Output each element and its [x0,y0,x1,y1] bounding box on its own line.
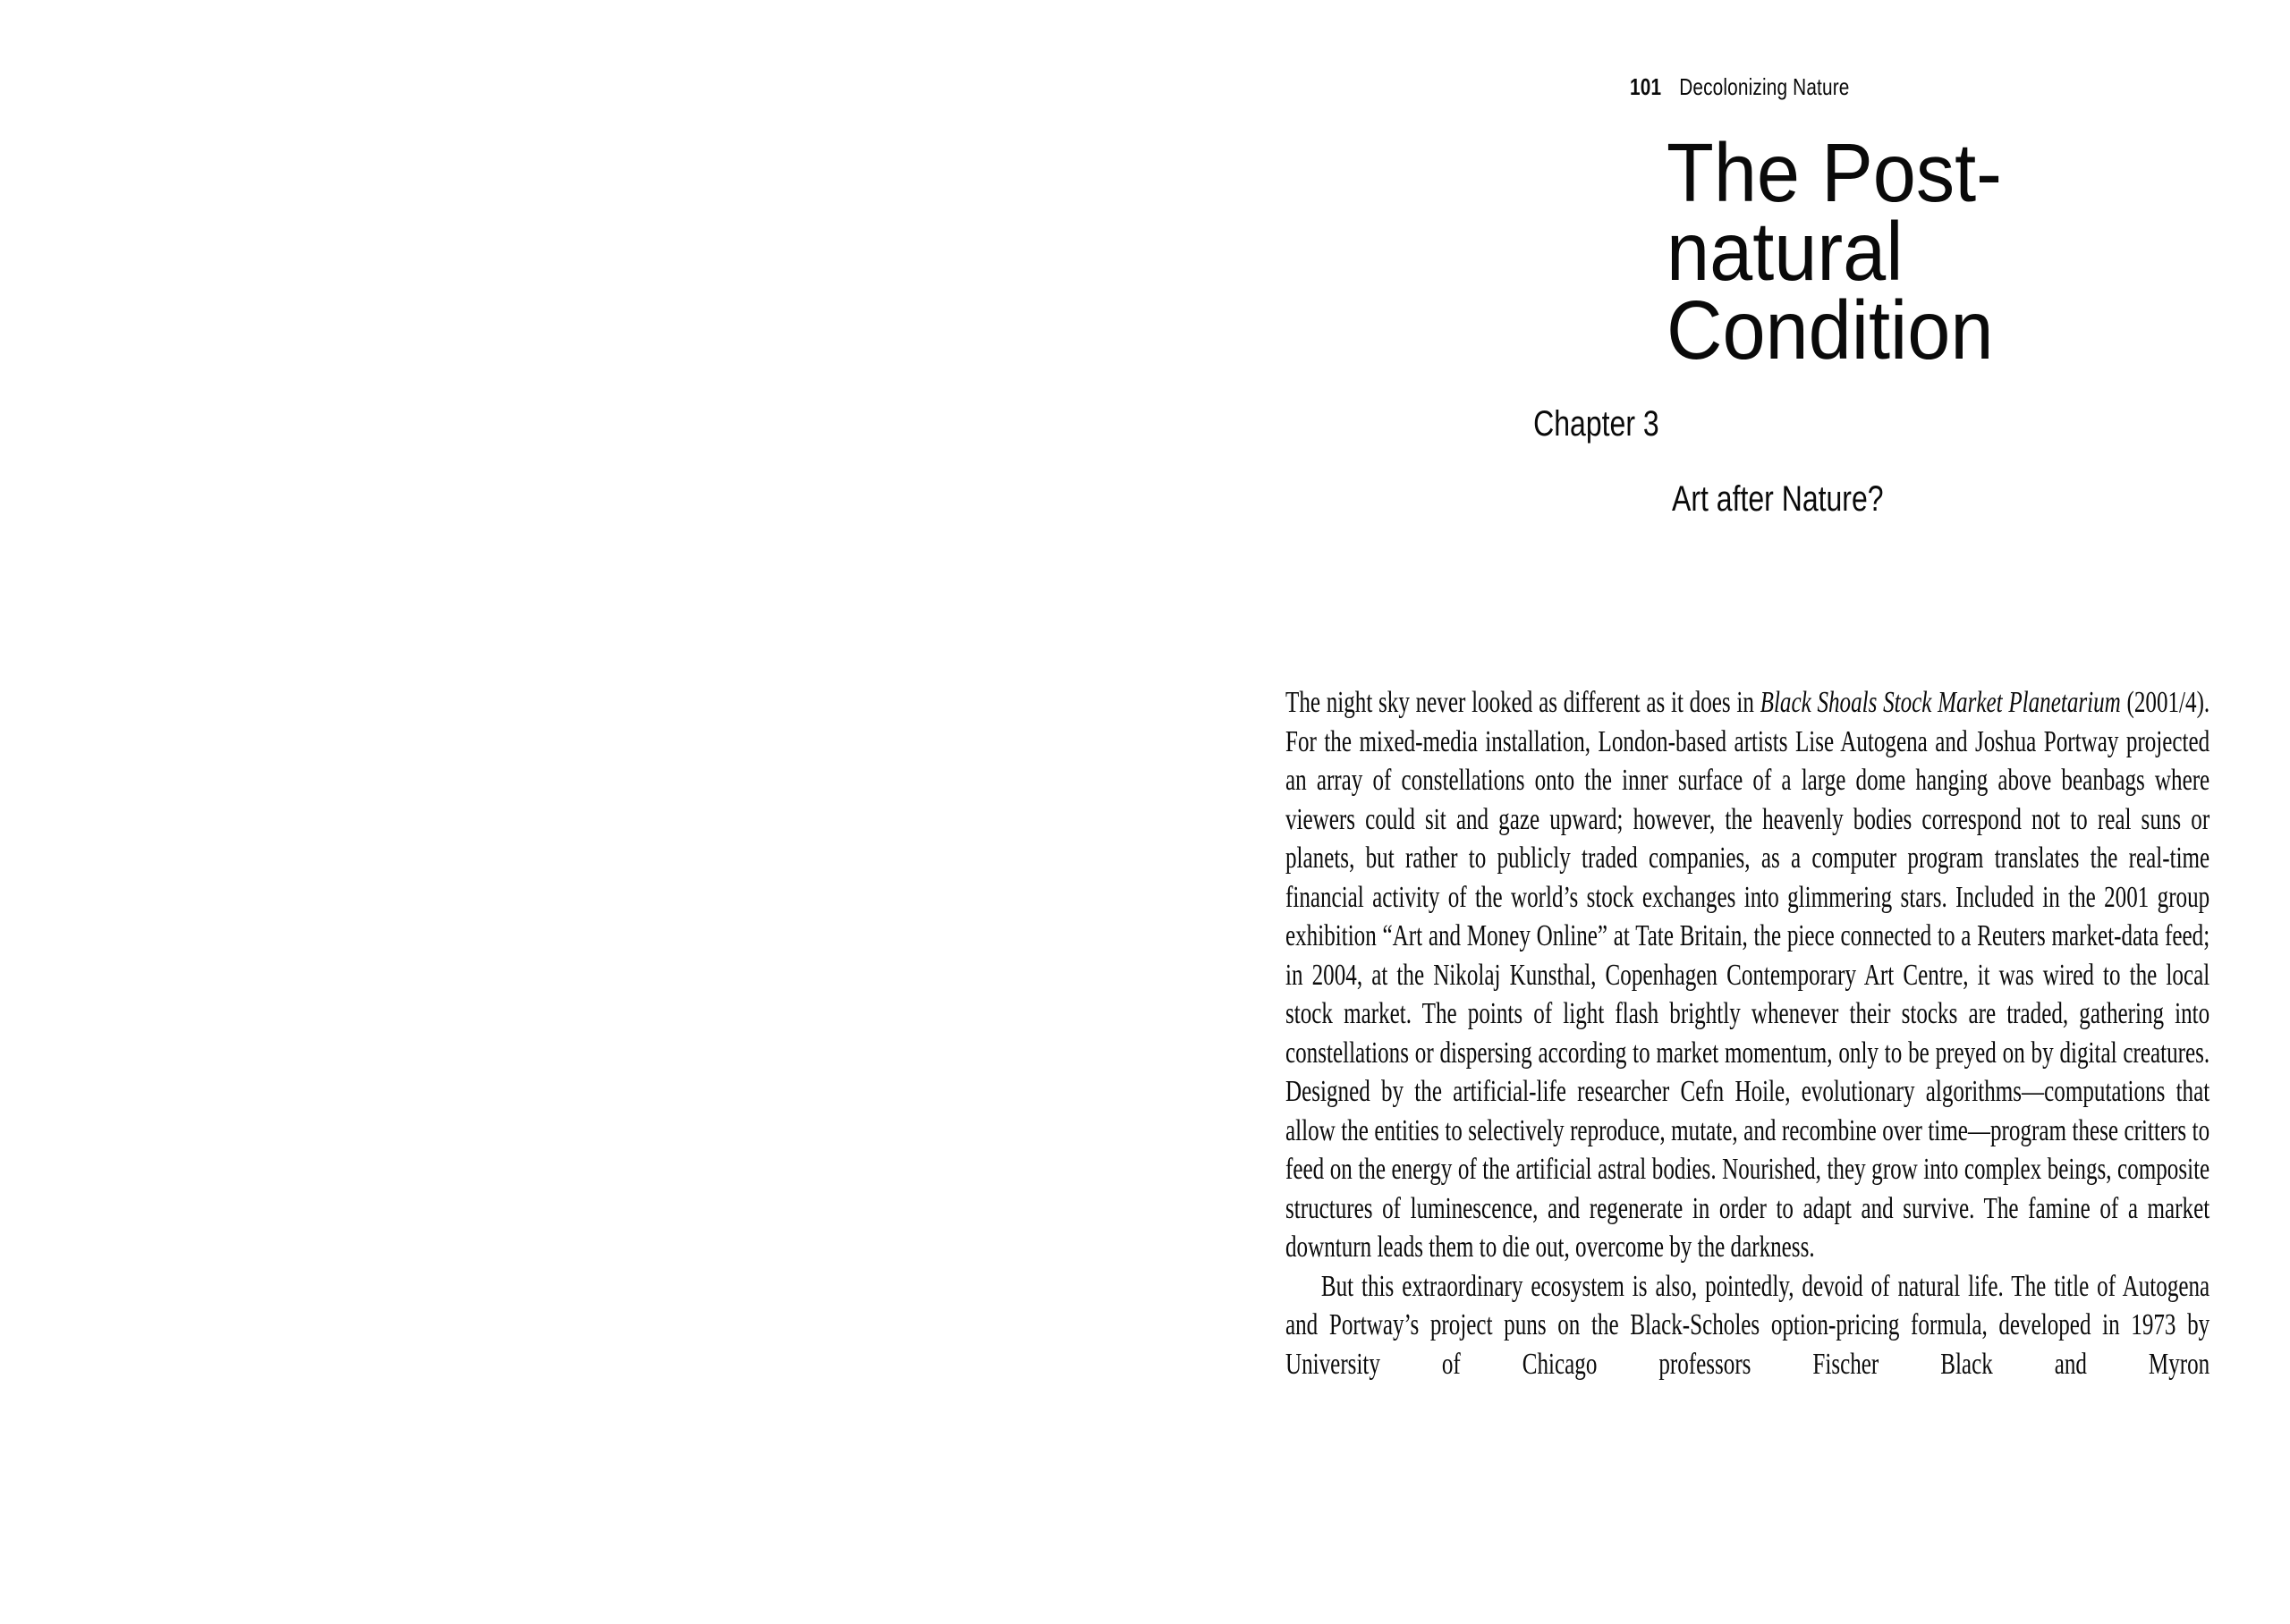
page-number: 101 [1630,73,1662,100]
chapter-number-label: Chapter 3 [1533,404,1659,444]
opening-paragraph [1285,683,2209,1267]
chapter-subtitle: Art after Nature? [1672,479,1884,519]
chapter-title-line-1: The Post- [1667,126,2002,219]
running-book-title: Decolonizing Nature [1679,73,1850,100]
opening-paragraph-text-after-title: (2001/4). For the mixed-media installation, London-based artists Lise Autogena and Joshua Portway projected an array of constellations onto the inner surface of a large dome hanging above beanbags where viewers could sit and gaze upward; however, the heavenly bodies correspond not to real suns or planets, but rather to publicly traded companies, as a computer program translates the real-time financial activity of the world’s stock exchanges into glimmering stars. Included in the 2001 group exhibition “Art and Money Online” at Tate Britain, the piece connected to a Reuters market-data feed; in 2004, at the Nikolaj Kunsthal, Copenhagen Contemporary Art Centre, it was wired to the local stock market. The points of light flash brightly whenever their stocks are traded, gathering into constellations or dispersing according to market momentum, only to be preyed on by digital creatures. Designed by the artificial-life researcher Cefn Hoile, evolutionary algorithms—computations that allow the entities to selectively reproduce, mutate, and recombine over time—program these critters to feed on the energy of the artificial astral bodies. Nourished, they grow into complex beings, composite structures of luminescence, and regenerate in order to adapt and survive. The famine of a market downturn leads them to die out, overcome by the darkness. [1285,686,2210,1264]
chapter-title [1667,126,2002,376]
second-paragraph: But this extraordinary ecosystem is also, pointedly, devoid of natural life. The title of Autogena and Portway’s project puns on the Black-Scholes option-pricing formula, developed in 1973 by University of Chicago professors Fischer Black and Myron [1285,1269,2210,1381]
body-text-column [1285,683,2209,1383]
running-header [1630,75,1850,98]
chapter-title-line-2: natural [1667,205,1904,298]
opening-paragraph-text-before-title: The night sky never looked as different as it does in [1285,686,1760,719]
chapter-title-line-3: Condition [1667,283,1994,376]
artwork-title-italic: Black Shoals Stock Market Planetarium [1760,686,2121,719]
